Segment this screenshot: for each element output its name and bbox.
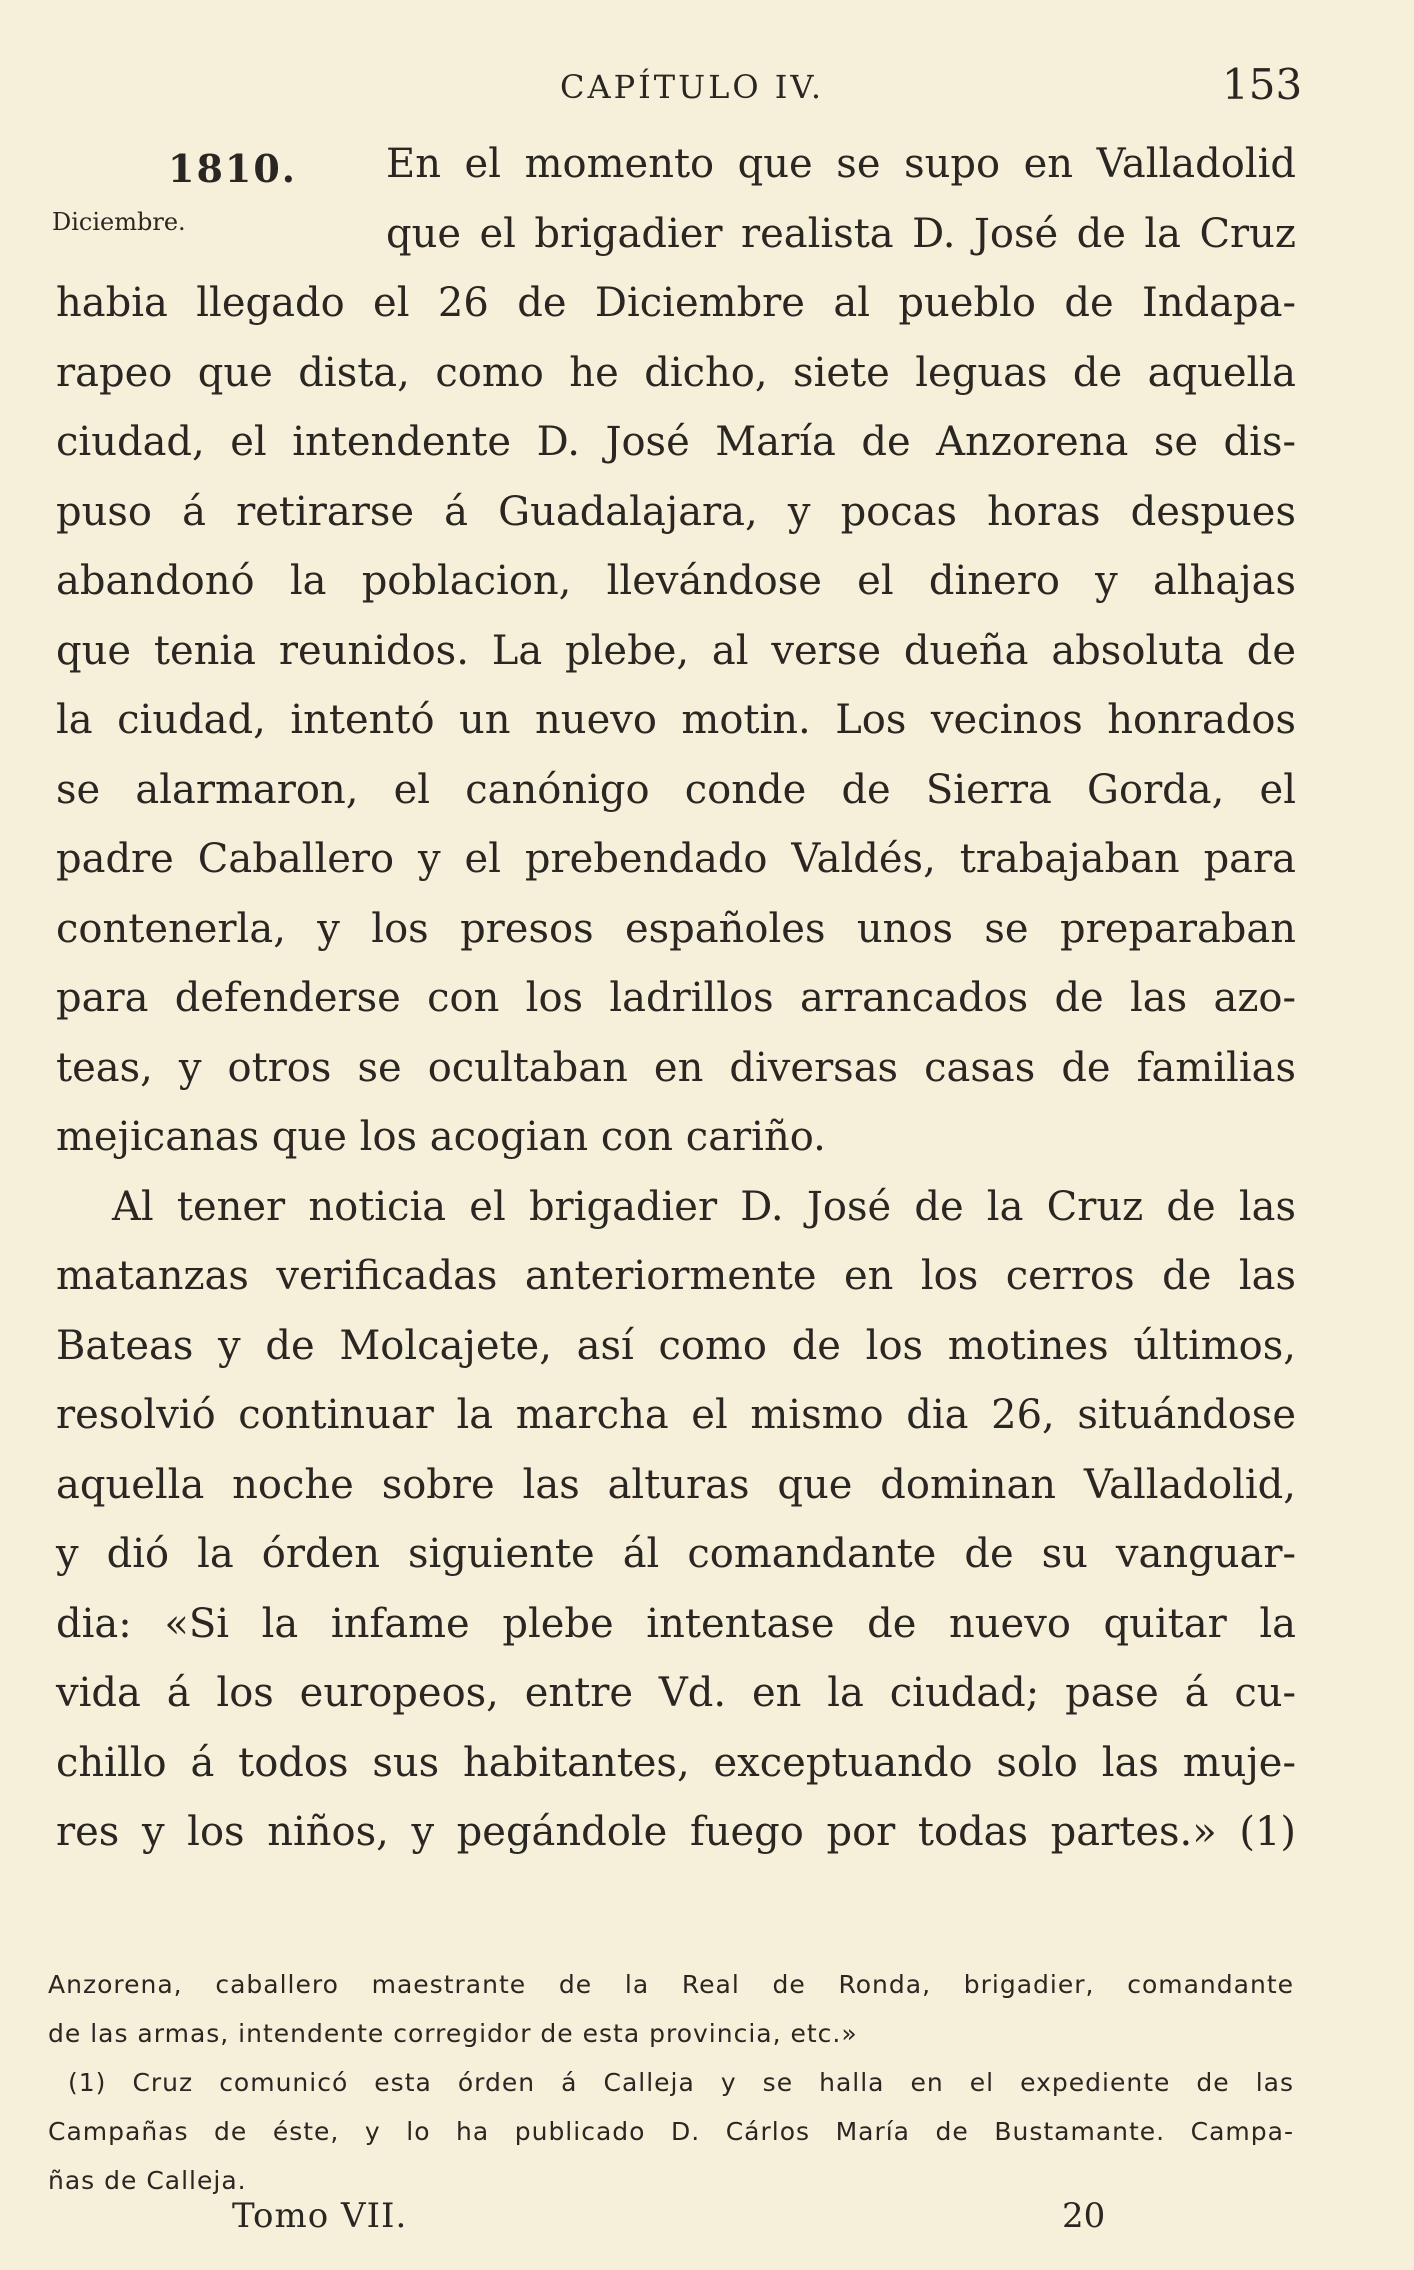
signature-mark: 20 [1062,2196,1106,2236]
page-number: 153 [1222,60,1303,109]
body-line: la ciudad, intentó un nuevo motin. Los vecinos honrados [56,697,1296,743]
body-line: que el brigadier realista D. José de la Cruz [386,210,1296,257]
body-line: mejicanas que los acogian con cariño. [56,1114,826,1160]
running-title: CAPÍTULO IV. [560,68,825,106]
body-line: padre Caballero y el prebendado Valdés, trabajaban para [56,836,1296,882]
footnote-line: ñas de Calleja. [48,2166,247,2195]
footnote-line: (1) Cruz comunicó esta órden á Calleja y se halla en el expediente de las [68,2068,1294,2097]
body-line: se alarmaron, el canónigo conde de Sierra Gorda, el [56,766,1296,813]
running-header [0,60,1414,110]
body-line: chillo á todos sus habitantes, exceptuando solo las muje- [56,1739,1296,1786]
body-line: matanzas verificadas anteriormente en los cerros de las [56,1253,1296,1299]
body-line: puso á retirarse á Guadalajara, y pocas horas despues [56,488,1296,535]
body-line: Al tener noticia el brigadier D. José de la Cruz de las [112,1183,1296,1230]
body-line: abandonó la poblacion, llevándose el dinero y alhajas [56,558,1296,604]
body-text [56,130,1296,1868]
footnote-line: de las armas, intendente corregidor de esta provincia, etc.» [48,2019,858,2048]
body-line: rapeo que dista, como he dicho, siete leguas de aquella [56,349,1296,396]
body-line: En el momento que se supo en Valladolid [386,141,1296,187]
body-line: Bateas y de Molcajete, así como de los motines últimos, [56,1322,1296,1369]
body-line: teas, y otros se ocultaban en diversas casas de familias [56,1044,1296,1091]
body-line: que tenia reunidos. La plebe, al verse dueña absoluta de [56,627,1296,674]
margin-month: Diciembre. [52,208,186,236]
body-line: vida á los europeos, entre Vd. en la ciudad; pase á cu- [56,1670,1296,1716]
body-line: habia llegado el 26 de Diciembre al pueblo de Indapa- [56,280,1296,326]
page-footer [0,2196,1414,2246]
body-line: contenerla, y los presos españoles unos se preparaban [56,905,1296,952]
volume-label: Tomo VII. [232,2196,408,2236]
body-line: resolvió continuar la marcha el mismo dia 26, situándose [56,1392,1296,1438]
body-line: y dió la órden siguiente ál comandante de su vanguar- [56,1531,1296,1577]
margin-year: 1810. [168,146,297,191]
footnote-line: Campañas de éste, y lo ha publicado D. Cárlos María de Bustamante. Campa- [48,2117,1294,2146]
body-line: ciudad, el intendente D. José María de Anzorena se dis- [56,419,1296,465]
body-line: dia: «Si la infame plebe intentase de nuevo quitar la [56,1600,1296,1647]
footnote-line: Anzorena, caballero maestrante de la Real de Ronda, brigadier, comandante [48,1970,1294,1999]
body-line: aquella noche sobre las alturas que dominan Valladolid, [56,1461,1296,1508]
body-line: para defenderse con los ladrillos arrancados de las azo- [56,975,1296,1021]
footnotes [48,1960,1294,2205]
body-line: res y los niños, y pegándole fuego por todas partes.» (1) [56,1809,1296,1855]
